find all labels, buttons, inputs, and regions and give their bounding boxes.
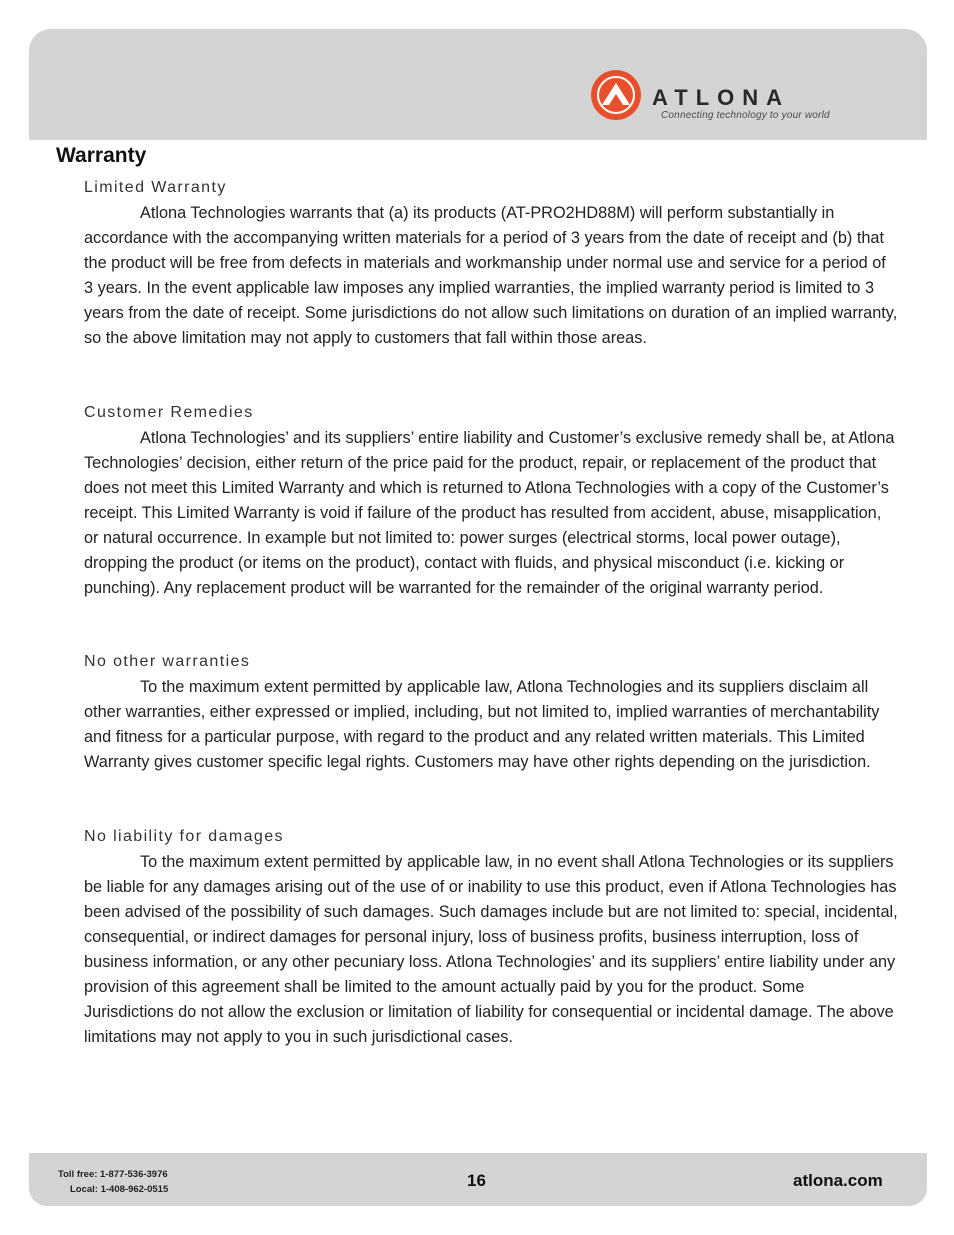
page-number: 16: [467, 1171, 486, 1190]
section-heading-no-liability: No liability for damages: [84, 828, 284, 845]
website-link[interactable]: atlona.com: [793, 1171, 883, 1190]
section-body-no-other-warranties: To the maximum extent permitted by applicable law, Atlona Technologies and its suppliers disclaim all other warranties, either expressed or implied, including, but not limited to, implied warranties of merchantability and fitness for a particular purpose, with regard to the product and any related written materials. This Limited Warranty gives customer specific legal rights. Customers may have other rights depending on the jurisdiction.: [84, 678, 880, 771]
section-heading-no-other-warranties: No other warranties: [84, 653, 251, 670]
section-body-limited-warranty: Atlona Technologies warrants that (a) its products (AT-PRO2HD88M) will perform substantially in accordance with the accompanying written materials for a period of 3 years from the date of receipt and (b) that the product will be free from defects in materials and workmanship under normal use and service for a period of 3 years. In the event applicable law imposes any implied warranties, the implied warranty period is limited to 3 years from the date of receipt. Some jurisdictions do not allow such limitations on duration of an implied warranty, so the above limitation may not apply to customers that fall within those areas.: [84, 204, 898, 347]
toll-free-number: Toll free: 1-877-536-3976: [58, 1169, 168, 1180]
section-heading-customer-remedies: Customer Remedies: [84, 404, 254, 421]
section-heading-limited-warranty: Limited Warranty: [84, 179, 227, 196]
local-number: Local: 1-408-962-0515: [70, 1184, 169, 1195]
atlona-wordmark: ATLONA: [652, 85, 791, 110]
page-title: Warranty: [56, 144, 147, 167]
section-body-customer-remedies: Atlona Technologies’ and its suppliers’ entire liability and Customer’s exclusive remedy shall be, at Atlona Technologies’ decision, either return of the price paid for the product, repair, or replacement of the product that does not meet this Limited Warranty and which is returned to Atlona Technologies with a copy of the Customer’s receipt. This Limited Warranty is void if failure of the product has resulted from accident, abuse, misapplication, or natural occurrence. In example but not limited to: power surges (electrical storms, local power outage), dropping the product (or items on the product), contact with fluids, and physical misconduct (i.e. kicking or punching). Any replacement product will be warranted for the remainder of the original warranty period.: [84, 429, 895, 597]
logo-tagline: Connecting technology to your world: [661, 110, 830, 121]
section-body-no-liability: To the maximum extent permitted by applicable law, in no event shall Atlona Technologies or its suppliers be liable for any damages arising out of the use of or inability to use this product, even if Atlona Technologies has been advised of the possibility of such damages. Such damages include but are not limited to: special, incidental, consequential, or indirect damages for personal injury, loss of business profits, business interruption, loss of business information, or any other pecuniary loss. Atlona Technologies’ and its suppliers’ entire liability under any provision of this agreement shall be limited to the amount actually paid by you for the product. Some Jurisdictions do not allow the exclusion or limitation of liability for consequential or incidental damage. The above limitations may not apply to you in such jurisdictional cases.: [84, 853, 898, 1046]
atlona-logo-icon: [591, 70, 641, 120]
